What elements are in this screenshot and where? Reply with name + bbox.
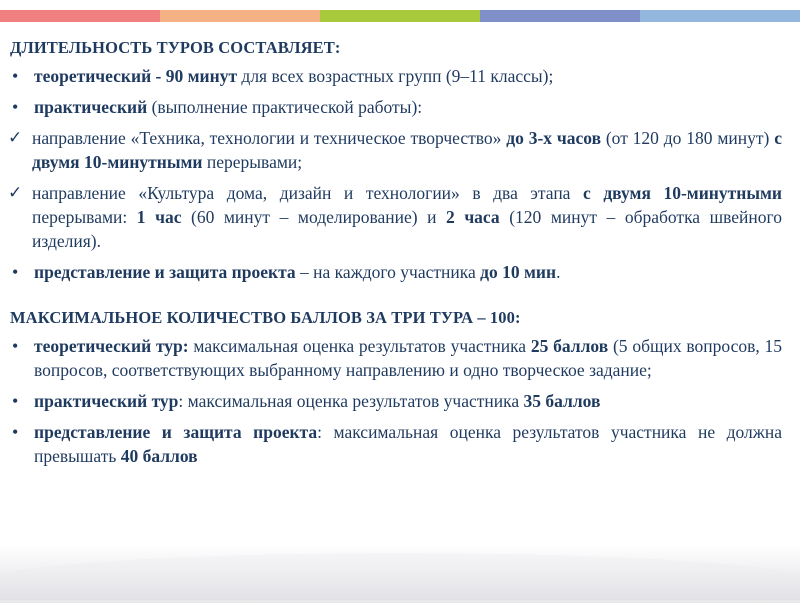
text: максимальная оценка результатов участника xyxy=(188,336,531,356)
text: (60 минут – моделирование) и xyxy=(181,207,447,227)
list-item xyxy=(10,64,782,88)
stripe-segment xyxy=(0,10,160,22)
bullet-icon: • xyxy=(12,97,19,117)
checkmark-icon: ✓ xyxy=(8,183,23,203)
bold-text: 35 баллов xyxy=(523,391,601,411)
bold-text: с двумя 10-минутными xyxy=(32,128,782,172)
bold-text: до 10 мин xyxy=(480,262,557,282)
bold-text: представление и защита проекта xyxy=(34,422,318,442)
bold-text: теоретический тур: xyxy=(34,336,189,356)
stripe-segment xyxy=(480,10,640,22)
bullet-icon: • xyxy=(12,262,19,282)
text: (5 общих вопросов, 15 вопросов, соответствующих выбранному направлению и одно творческое задание; xyxy=(34,336,782,380)
text: направление «Культура дома, дизайн и технологии» в два этапа xyxy=(32,183,583,203)
bullet-icon: • xyxy=(12,66,19,86)
slide-content xyxy=(10,36,782,475)
section-heading-scores: МАКСИМАЛЬНОЕ КОЛИЧЕСТВО БАЛЛОВ ЗА ТРИ ТУРА – 100: xyxy=(10,308,521,327)
duration-list xyxy=(10,64,782,284)
section-heading-duration: ДЛИТЕЛЬНОСТЬ ТУРОВ СОСТАВЛЯЕТ: xyxy=(10,38,341,57)
list-item xyxy=(10,334,782,382)
bold-text: практический тур xyxy=(34,391,179,411)
text: : максимальная оценка результатов участника не должна превышать xyxy=(34,422,783,466)
text: для всех возрастных групп (9–11 классы); xyxy=(237,66,554,86)
bold-text: теоретический - 90 минут xyxy=(34,66,238,86)
bullet-icon: • xyxy=(12,422,19,442)
bold-text: до 3-х часов xyxy=(506,128,602,148)
text: (от 120 до 180 минут) xyxy=(601,128,775,148)
scores-list xyxy=(10,334,782,468)
bold-text: с двумя 10-минутными xyxy=(583,183,782,203)
list-item xyxy=(10,95,782,119)
list-item xyxy=(10,420,782,468)
bold-text: представление и защита проекта xyxy=(34,262,296,282)
text: (120 минут – обработка швейного изделия). xyxy=(32,207,782,251)
text: перерывами; xyxy=(202,152,303,172)
checkmark-icon: ✓ xyxy=(8,128,23,148)
stripe-segment xyxy=(320,10,480,22)
text: перерывами: xyxy=(32,207,137,227)
text: направление «Техника, технологии и техническое творчество» xyxy=(32,128,507,148)
bold-text: 25 баллов xyxy=(530,336,609,356)
list-item xyxy=(10,260,782,284)
bold-text: 2 часа xyxy=(446,207,500,227)
list-item xyxy=(10,126,782,174)
text: . xyxy=(556,262,561,282)
bold-text: практический xyxy=(34,97,148,117)
stripe-segment xyxy=(160,10,320,22)
top-color-stripe xyxy=(0,10,800,22)
stripe-segment xyxy=(640,10,800,22)
bullet-icon: • xyxy=(12,391,19,411)
bold-text: 1 час xyxy=(136,207,182,227)
text: – на каждого участника xyxy=(295,262,481,282)
list-item xyxy=(10,389,782,413)
bullet-icon: • xyxy=(12,336,19,356)
bottom-decor-band xyxy=(0,545,800,600)
bold-text: 40 баллов xyxy=(120,446,198,466)
text: : максимальная оценка результатов участника xyxy=(178,391,524,411)
text: (выполнение практической работы): xyxy=(147,97,423,117)
list-item xyxy=(10,181,782,253)
